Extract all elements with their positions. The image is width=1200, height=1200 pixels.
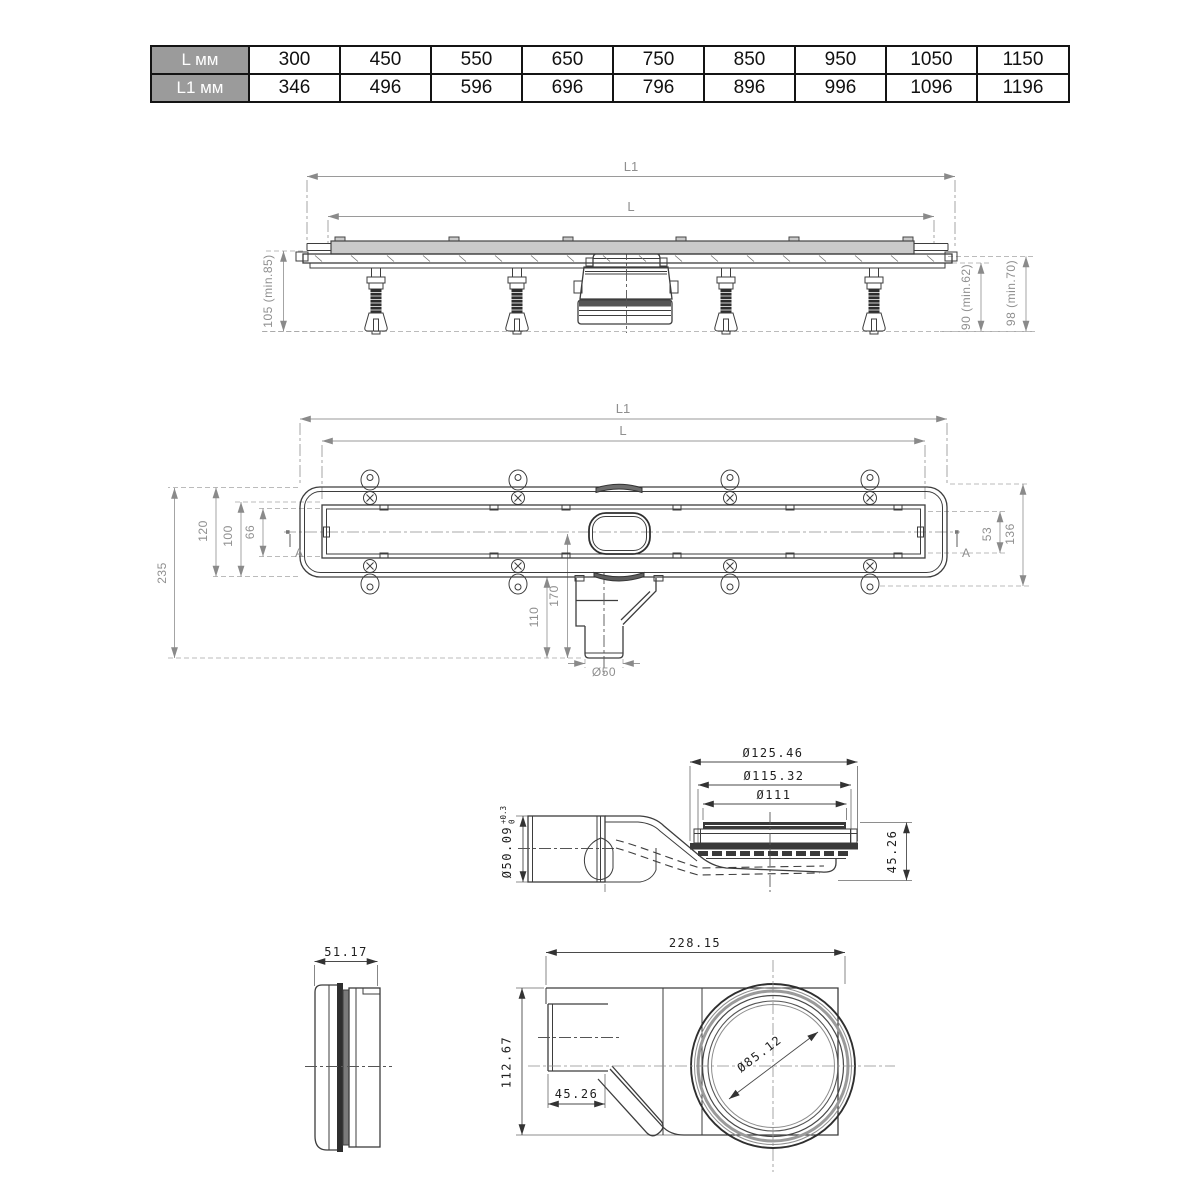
cell: 496: [340, 74, 431, 102]
dim-label-d115: Ø115.32: [743, 769, 805, 783]
section-marker-a-right: A: [962, 546, 971, 560]
grate-flange-stack: [690, 812, 858, 892]
dim-label-d50: Ø50: [591, 665, 617, 679]
table-row: [151, 46, 1069, 74]
cell: 596: [431, 74, 522, 102]
section-marker-a-left: A: [295, 546, 304, 560]
dim-label-120: 120: [196, 520, 210, 542]
table-row: [151, 74, 1069, 102]
cell: 696: [522, 74, 613, 102]
dim-label-51-17: 51.17: [324, 945, 368, 959]
outlet-plan: [576, 572, 656, 674]
dim-label-110: 110: [527, 606, 541, 628]
dim-label-136: 136: [1003, 523, 1017, 545]
dim-label-100: 100: [221, 525, 235, 547]
dim-label-tol-lower: 0: [507, 819, 517, 824]
dim-label-d111: Ø111: [756, 788, 792, 802]
dim-label-45-26-side: 45.26: [885, 829, 899, 874]
dim-label-l1: L1: [623, 159, 639, 174]
dim-label-height-left: 105 (min.85): [261, 254, 275, 328]
cell: 1050: [886, 46, 977, 74]
channel-front: [296, 237, 957, 268]
cell: 950: [795, 46, 886, 74]
cell: 896: [704, 74, 795, 102]
row-header-L1: L1 мм: [151, 74, 249, 102]
trap-body-plan: [528, 960, 895, 1172]
dim-label-tol-upper: +0.3: [499, 805, 508, 824]
front-elevation-view: [252, 158, 1044, 342]
trap-side-view: [495, 735, 920, 900]
dim-label-d85-12: Ø85.12: [734, 1032, 785, 1076]
siphon-trap-front: [574, 248, 678, 333]
dim-label-l: L: [627, 199, 635, 214]
cell: 1150: [977, 46, 1069, 74]
cell: 450: [340, 46, 431, 74]
cell: 1196: [977, 74, 1069, 102]
dim-label-d50-09: Ø50.09: [500, 825, 514, 879]
dim-label-53: 53: [980, 526, 994, 542]
cell: 850: [704, 46, 795, 74]
channel-body-plan: [300, 484, 947, 581]
flange-side-view: [295, 938, 400, 1173]
dim-label-66: 66: [243, 524, 257, 540]
cell: 996: [795, 74, 886, 102]
flange-body-side: [305, 983, 392, 1152]
dim-label-l1: L1: [615, 401, 631, 416]
dim-label-112-67: 112.67: [500, 1035, 514, 1089]
row-header-L: L мм: [151, 46, 249, 74]
dim-label-228-15: 228.15: [668, 936, 722, 950]
dim-label-l: L: [619, 423, 627, 438]
dim-label-height-right-outer: 98 (min.70): [1004, 259, 1018, 327]
cell: 650: [522, 46, 613, 74]
size-table: [150, 45, 1070, 103]
plan-view: [150, 400, 1050, 700]
dim-label-235: 235: [155, 562, 169, 584]
cell: 346: [249, 74, 340, 102]
dim-label-170: 170: [547, 585, 561, 607]
cell: 300: [249, 46, 340, 74]
cell: 1096: [886, 74, 977, 102]
cell: 750: [613, 46, 704, 74]
trap-plan-view: [500, 935, 910, 1180]
dim-label-d125: Ø125.46: [742, 746, 804, 760]
cell: 550: [431, 46, 522, 74]
dim-label-height-right-inner: 90 (min.62): [959, 263, 973, 331]
dim-label-45-26-plan: 45.26: [554, 1087, 599, 1101]
cell: 796: [613, 74, 704, 102]
